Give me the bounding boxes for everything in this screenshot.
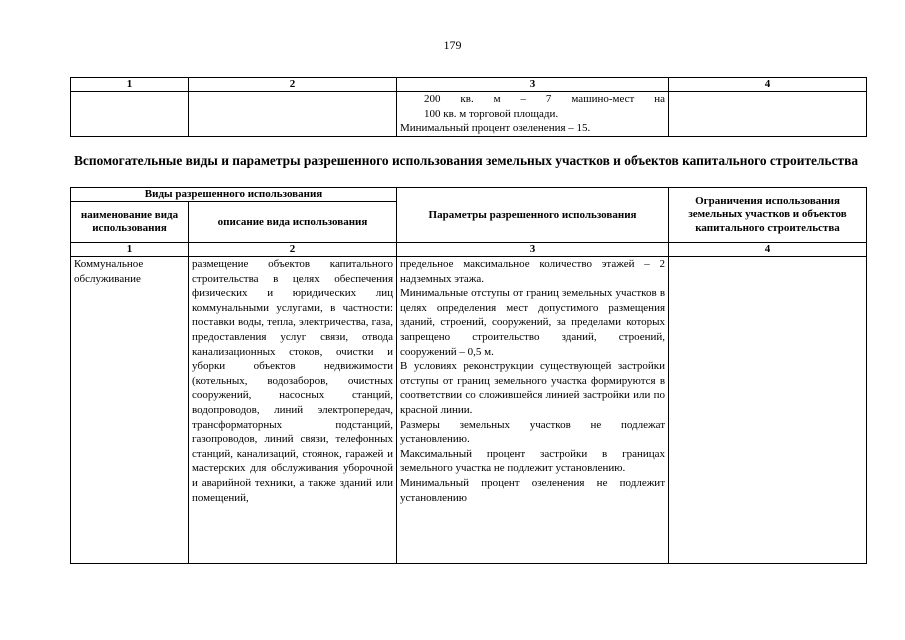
table-row (71, 92, 867, 137)
param-line: 200 кв. м – 7 машино-мест на (424, 93, 665, 105)
col-number-2: 2 (189, 78, 397, 92)
param-paragraph: Размеры земельных участков не подлежат установлению. (400, 418, 666, 446)
name-header: наименование вида использования (71, 202, 189, 243)
col-number-1: 1 (71, 78, 189, 92)
param-paragraph: Минимальные отступы от границ земельных участков в целях определения мест допустимого размещения зданий, строений, сооружений, за пределами которых запрещено строительство зданий, строений, сооружений – 0,5 м. (400, 287, 666, 358)
cell-description (189, 92, 397, 137)
cell-restrictions (669, 257, 867, 564)
param-paragraph: В условиях реконструкции существующей застройки отступы от границ земельного участка формируются в соответствии со сложившейся линией застройки или по красной линии. (400, 360, 666, 416)
cell-params (397, 257, 669, 564)
description-header: описание вида использования (189, 202, 397, 243)
col-number-2: 2 (189, 243, 397, 257)
param-line: 100 кв. м торговой площади. (424, 107, 559, 120)
params-header: Параметры разрешенного использования (397, 188, 669, 243)
param-paragraph: предельное максимальное количество этажей – 2 надземных этажа. (400, 258, 666, 285)
param-line: Минимальный процент озеленения – 15. (400, 122, 591, 135)
cell-description: размещение объектов капитального строительства в целях обеспечения физических и юридических лиц коммунальными услугами, в частности: поставки воды, тепла, электричества, газа, предоставления услуг связи, отвода канализационных стоков, очистки и уборки объектов недвижимости (котельных, водозаборов, очистных сооружений, насосных станций, водопроводов, линий электропередач, трансформаторных подстанций, газопроводов, линий связи, телефонных станций, канализаций, стоянок, гаражей и мастерских для обслуживания уборочной и аварийной техники, а также зданий или помещений, (189, 257, 397, 564)
col-number-3: 3 (397, 78, 669, 92)
group-header: Виды разрешенного использования (71, 188, 397, 202)
col-number-4: 4 (669, 78, 867, 92)
section-title: Вспомогательные виды и параметры разрешенного использования земельных участков и объектов капитального строительства (74, 153, 859, 168)
cell-name (71, 92, 189, 137)
column-number-row (71, 78, 867, 92)
table-row (71, 257, 867, 564)
cell-params (397, 92, 669, 137)
cell-restrictions (669, 92, 867, 137)
param-paragraph: Максимальный процент застройки в границах земельного участка не подлежит установлению. (400, 447, 666, 475)
header-row-group (71, 188, 867, 202)
col-number-4: 4 (669, 243, 867, 257)
param-paragraph: Минимальный процент озеленения не подлежит установлению (400, 476, 666, 504)
col-number-1: 1 (71, 243, 189, 257)
col-number-3: 3 (397, 243, 669, 257)
restrictions-header: Ограничения использования земельных участков и объектов капитального строительства (669, 188, 867, 243)
continuation-table (70, 77, 867, 137)
page-number: 179 (443, 38, 462, 52)
permitted-use-table (70, 187, 867, 564)
column-number-row (71, 243, 867, 257)
cell-name: Коммунальное обслуживание (71, 257, 189, 564)
